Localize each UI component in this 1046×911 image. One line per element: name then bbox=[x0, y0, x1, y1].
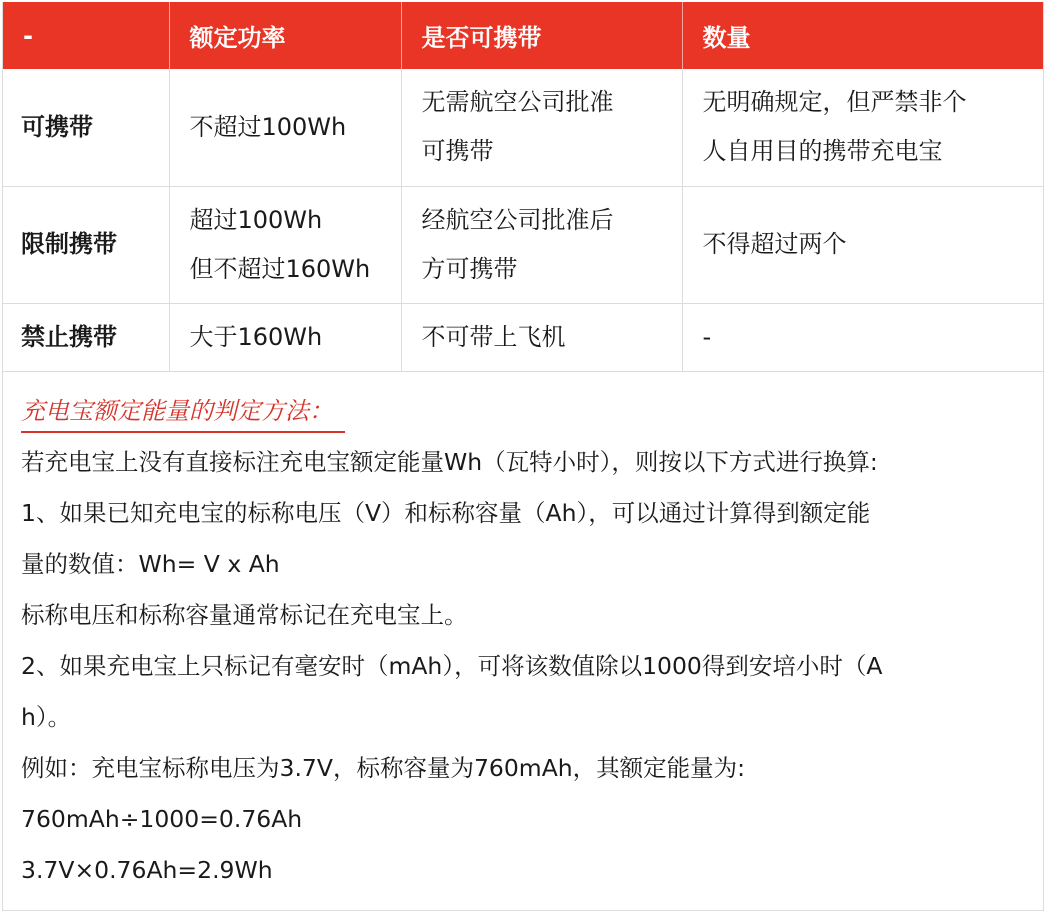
row-power: 大于160Wh bbox=[169, 303, 401, 371]
quantity-line: 无明确规定，但严禁非个 bbox=[702, 88, 967, 117]
power-line: 但不超过160Wh bbox=[189, 254, 371, 283]
row-category: 限制携带 bbox=[3, 186, 169, 303]
notes-line: 760mAh÷1000=0.76Ah bbox=[21, 804, 303, 833]
carry-line: 方可携带 bbox=[421, 254, 518, 283]
header-rated-power: 额定功率 bbox=[169, 2, 401, 69]
notes-title: 充电宝额定能量的判定方法： bbox=[21, 391, 345, 433]
header-dash: - bbox=[3, 2, 169, 69]
row-power: 不超过100Wh bbox=[169, 69, 401, 186]
notes-line: 3.7V×0.76Ah=2.9Wh bbox=[21, 855, 273, 884]
table-header-row bbox=[3, 2, 1043, 69]
notes-line: h）。 bbox=[21, 702, 72, 731]
row-quantity: 不得超过两个 bbox=[682, 186, 1043, 303]
notes-line: 例如：充电宝标称电压为3.7V，标称容量为760mAh，其额定能量为: bbox=[21, 753, 746, 782]
row-quantity bbox=[682, 69, 1043, 186]
row-category: 可携带 bbox=[3, 69, 169, 186]
notes-line: 2、如果充电宝上只标记有毫安时（mAh），可将该数值除以1000得到安培小时（A bbox=[21, 651, 883, 680]
calculation-notes bbox=[3, 372, 1043, 910]
row-carry bbox=[401, 69, 682, 186]
powerbank-rules-table bbox=[3, 2, 1043, 372]
header-carry-allowed: 是否可携带 bbox=[401, 2, 682, 69]
row-power bbox=[169, 186, 401, 303]
table-row bbox=[3, 69, 1043, 186]
carry-line: 经航空公司批准后 bbox=[421, 205, 614, 234]
quantity-line: 人自用目的携带充电宝 bbox=[702, 137, 943, 166]
power-line: 超过100Wh bbox=[189, 205, 323, 234]
notes-line: 若充电宝上没有直接标注充电宝额定能量Wh（瓦特小时），则按以下方式进行换算: bbox=[21, 447, 878, 476]
notes-line: 量的数值：Wh= V x Ah bbox=[21, 549, 280, 578]
notes-line: 1、如果已知充电宝的标称电压（V）和标称容量（Ah），可以通过计算得到额定能 bbox=[21, 498, 871, 527]
row-carry: 不可带上飞机 bbox=[401, 303, 682, 371]
table-row bbox=[3, 303, 1043, 371]
carry-line: 无需航空公司批准 bbox=[421, 88, 614, 117]
header-quantity: 数量 bbox=[682, 2, 1043, 69]
row-carry bbox=[401, 186, 682, 303]
carry-line: 可携带 bbox=[421, 137, 494, 166]
notes-line: 标称电压和标称容量通常标记在充电宝上。 bbox=[21, 600, 468, 629]
row-category: 禁止携带 bbox=[3, 303, 169, 371]
table-row bbox=[3, 186, 1043, 303]
row-quantity: - bbox=[682, 303, 1043, 371]
powerbank-rules-card bbox=[2, 2, 1044, 911]
